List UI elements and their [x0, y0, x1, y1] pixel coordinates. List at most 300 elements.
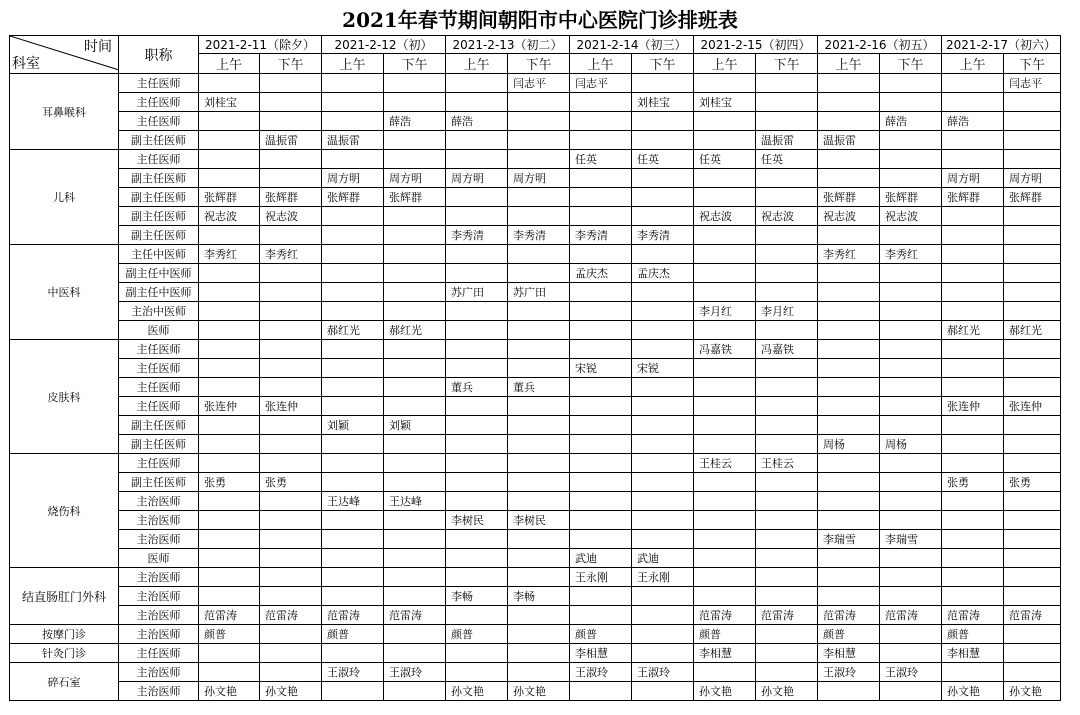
doctor-cell	[322, 207, 384, 226]
doctor-cell: 宋锐	[632, 359, 694, 378]
role-cell: 副主任医师	[119, 226, 199, 245]
doctor-cell	[756, 473, 818, 492]
doctor-cell	[1004, 587, 1061, 606]
schedule-row	[10, 131, 1061, 150]
dept-label: 科室	[12, 56, 40, 72]
doctor-cell	[694, 416, 756, 435]
doctor-cell: 王淑玲	[632, 663, 694, 682]
doctor-cell: 周方明	[942, 169, 1004, 188]
doctor-cell	[756, 188, 818, 207]
doctor-cell	[322, 511, 384, 530]
doctor-cell	[570, 492, 632, 511]
doctor-cell: 张辉群	[1004, 188, 1061, 207]
doctor-cell: 冯嘉铁	[756, 340, 818, 359]
schedule-row	[10, 549, 1061, 568]
doctor-cell	[1004, 435, 1061, 454]
doctor-cell	[570, 188, 632, 207]
doctor-cell	[508, 112, 570, 131]
doctor-cell	[694, 188, 756, 207]
department-name: 耳鼻喉科	[10, 74, 119, 150]
doctor-cell	[322, 302, 384, 321]
doctor-cell	[508, 530, 570, 549]
doctor-cell	[322, 245, 384, 264]
doctor-cell	[694, 264, 756, 283]
doctor-cell	[260, 264, 322, 283]
doctor-cell	[446, 340, 508, 359]
doctor-cell: 李畅	[508, 587, 570, 606]
doctor-cell	[880, 340, 942, 359]
doctor-cell: 郝红光	[384, 321, 446, 340]
doctor-cell: 王淑玲	[570, 663, 632, 682]
doctor-cell	[942, 530, 1004, 549]
doctor-cell: 刘桂宝	[632, 93, 694, 112]
schedule-row	[10, 340, 1061, 359]
doctor-cell: 张辉群	[384, 188, 446, 207]
doctor-cell	[260, 359, 322, 378]
doctor-cell	[508, 568, 570, 587]
doctor-cell: 刘颖	[384, 416, 446, 435]
doctor-cell: 冯嘉铁	[694, 340, 756, 359]
doctor-cell	[260, 587, 322, 606]
doctor-cell: 李瑞雪	[818, 530, 880, 549]
doctor-cell	[322, 644, 384, 663]
doctor-cell	[942, 93, 1004, 112]
doctor-cell	[322, 378, 384, 397]
schedule-row	[10, 606, 1061, 625]
doctor-cell	[322, 340, 384, 359]
doctor-cell	[446, 397, 508, 416]
doctor-cell	[446, 245, 508, 264]
doctor-cell	[818, 568, 880, 587]
doctor-cell: 李秀红	[260, 245, 322, 264]
doctor-cell	[880, 549, 942, 568]
doctor-cell	[942, 245, 1004, 264]
doctor-cell: 祝志波	[818, 207, 880, 226]
doctor-cell	[508, 435, 570, 454]
doctor-cell	[942, 131, 1004, 150]
pm-header: 下午	[1004, 54, 1061, 74]
doctor-cell	[260, 511, 322, 530]
doctor-cell	[260, 283, 322, 302]
am-header: 上午	[446, 54, 508, 74]
doctor-cell	[756, 568, 818, 587]
doctor-cell	[942, 568, 1004, 587]
schedule-row	[10, 416, 1061, 435]
doctor-cell: 颜普	[942, 625, 1004, 644]
doctor-cell	[199, 359, 260, 378]
pm-header: 下午	[508, 54, 570, 74]
doctor-cell	[756, 93, 818, 112]
doctor-cell	[260, 150, 322, 169]
doctor-cell	[818, 150, 880, 169]
doctor-cell: 范雷涛	[199, 606, 260, 625]
doctor-cell	[818, 492, 880, 511]
doctor-cell	[322, 587, 384, 606]
time-label: 时间	[84, 39, 112, 55]
doctor-cell	[756, 549, 818, 568]
doctor-cell	[446, 74, 508, 93]
doctor-cell: 张辉群	[942, 188, 1004, 207]
doctor-cell	[508, 549, 570, 568]
schedule-row	[10, 568, 1061, 587]
schedule-row	[10, 663, 1061, 682]
time-dept-corner	[10, 36, 119, 74]
doctor-cell: 闫志平	[570, 74, 632, 93]
doctor-cell	[756, 416, 818, 435]
doctor-cell	[570, 169, 632, 188]
doctor-cell	[322, 264, 384, 283]
doctor-cell	[260, 530, 322, 549]
doctor-cell: 李秀红	[199, 245, 260, 264]
doctor-cell	[508, 131, 570, 150]
doctor-cell: 任英	[694, 150, 756, 169]
doctor-cell	[384, 131, 446, 150]
doctor-cell: 范雷涛	[942, 606, 1004, 625]
doctor-cell	[694, 568, 756, 587]
doctor-cell	[880, 321, 942, 340]
doctor-cell	[260, 492, 322, 511]
pm-header: 下午	[632, 54, 694, 74]
doctor-cell: 任英	[632, 150, 694, 169]
doctor-cell	[632, 74, 694, 93]
doctor-cell: 孙文艳	[508, 682, 570, 701]
doctor-cell	[384, 454, 446, 473]
doctor-cell	[818, 112, 880, 131]
doctor-cell	[384, 150, 446, 169]
doctor-cell	[508, 340, 570, 359]
doctor-cell	[632, 606, 694, 625]
doctor-cell	[694, 492, 756, 511]
doctor-cell: 范雷涛	[880, 606, 942, 625]
pm-header: 下午	[260, 54, 322, 74]
doctor-cell: 李秀清	[570, 226, 632, 245]
doctor-cell: 范雷涛	[1004, 606, 1061, 625]
doctor-cell	[1004, 226, 1061, 245]
role-cell: 主治医师	[119, 606, 199, 625]
doctor-cell	[694, 245, 756, 264]
department-name: 烧伤科	[10, 454, 119, 568]
doctor-cell	[880, 378, 942, 397]
doctor-cell	[570, 245, 632, 264]
doctor-cell	[570, 397, 632, 416]
doctor-cell	[508, 397, 570, 416]
doctor-cell	[570, 378, 632, 397]
doctor-cell	[508, 245, 570, 264]
doctor-cell	[942, 378, 1004, 397]
doctor-cell: 张辉群	[818, 188, 880, 207]
doctor-cell	[818, 587, 880, 606]
doctor-cell	[446, 454, 508, 473]
doctor-cell: 薛浩	[942, 112, 1004, 131]
doctor-cell	[942, 587, 1004, 606]
doctor-cell	[322, 682, 384, 701]
doctor-cell	[694, 74, 756, 93]
doctor-cell	[384, 530, 446, 549]
doctor-cell: 孙文艳	[1004, 682, 1061, 701]
doctor-cell: 李秀红	[818, 245, 880, 264]
doctor-cell	[322, 283, 384, 302]
doctor-cell	[199, 663, 260, 682]
date-header: 2021-2-17（初六）	[942, 36, 1061, 54]
doctor-cell: 王永刚	[570, 568, 632, 587]
doctor-cell	[446, 568, 508, 587]
doctor-cell	[694, 226, 756, 245]
doctor-cell: 颜普	[818, 625, 880, 644]
doctor-cell: 周杨	[818, 435, 880, 454]
doctor-cell	[632, 511, 694, 530]
doctor-cell: 王淑玲	[880, 663, 942, 682]
doctor-cell	[508, 359, 570, 378]
doctor-cell	[880, 264, 942, 283]
doctor-cell	[322, 568, 384, 587]
doctor-cell	[818, 416, 880, 435]
doctor-cell	[880, 302, 942, 321]
doctor-cell	[199, 321, 260, 340]
doctor-cell: 刘桂宝	[694, 93, 756, 112]
schedule-row	[10, 378, 1061, 397]
doctor-cell	[694, 169, 756, 188]
department-name: 皮肤科	[10, 340, 119, 454]
doctor-cell: 周方明	[446, 169, 508, 188]
doctor-cell: 周方明	[508, 169, 570, 188]
doctor-cell	[756, 644, 818, 663]
doctor-cell	[694, 435, 756, 454]
doctor-cell	[260, 378, 322, 397]
doctor-cell	[632, 340, 694, 359]
doctor-cell	[942, 150, 1004, 169]
doctor-cell	[260, 93, 322, 112]
doctor-cell	[508, 188, 570, 207]
doctor-cell: 孙文艳	[694, 682, 756, 701]
doctor-cell	[384, 74, 446, 93]
doctor-cell: 薛浩	[446, 112, 508, 131]
role-cell: 主治医师	[119, 530, 199, 549]
doctor-cell	[632, 435, 694, 454]
doctor-cell	[260, 321, 322, 340]
schedule-row	[10, 359, 1061, 378]
doctor-cell: 祝志波	[694, 207, 756, 226]
doctor-cell: 孟庆杰	[632, 264, 694, 283]
doctor-cell: 颜普	[446, 625, 508, 644]
doctor-cell	[199, 226, 260, 245]
doctor-cell	[1004, 112, 1061, 131]
doctor-cell	[756, 112, 818, 131]
doctor-cell	[694, 473, 756, 492]
doctor-cell	[818, 549, 880, 568]
doctor-cell	[570, 454, 632, 473]
date-header: 2021-2-13（初二）	[446, 36, 570, 54]
doctor-cell	[570, 321, 632, 340]
doctor-cell: 颜普	[322, 625, 384, 644]
doctor-cell: 孙文艳	[199, 682, 260, 701]
doctor-cell	[384, 340, 446, 359]
doctor-cell: 武迪	[570, 549, 632, 568]
doctor-cell	[570, 112, 632, 131]
doctor-cell	[756, 321, 818, 340]
doctor-cell	[446, 207, 508, 226]
doctor-cell	[199, 435, 260, 454]
doctor-cell	[632, 188, 694, 207]
doctor-cell	[199, 511, 260, 530]
schedule-row	[10, 93, 1061, 112]
doctor-cell	[632, 682, 694, 701]
doctor-cell	[1004, 568, 1061, 587]
role-cell: 主任医师	[119, 397, 199, 416]
role-cell: 主治中医师	[119, 302, 199, 321]
doctor-cell: 郝红光	[942, 321, 1004, 340]
department-name: 碎石室	[10, 663, 119, 701]
role-cell: 副主任医师	[119, 131, 199, 150]
doctor-cell	[508, 207, 570, 226]
doctor-cell: 闫志平	[1004, 74, 1061, 93]
role-cell: 主治医师	[119, 682, 199, 701]
schedule-row	[10, 150, 1061, 169]
role-cell: 主任中医师	[119, 245, 199, 264]
doctor-cell	[632, 625, 694, 644]
doctor-cell: 周方明	[322, 169, 384, 188]
doctor-cell	[694, 397, 756, 416]
doctor-cell	[880, 568, 942, 587]
doctor-cell	[260, 416, 322, 435]
schedule-row	[10, 587, 1061, 606]
doctor-cell	[199, 454, 260, 473]
doctor-cell: 张勇	[199, 473, 260, 492]
role-cell: 主治医师	[119, 625, 199, 644]
doctor-cell	[199, 492, 260, 511]
department-name: 儿科	[10, 150, 119, 245]
doctor-cell	[384, 644, 446, 663]
doctor-cell	[1004, 378, 1061, 397]
department-name: 中医科	[10, 245, 119, 340]
doctor-cell: 王淑玲	[384, 663, 446, 682]
doctor-cell: 范雷涛	[322, 606, 384, 625]
doctor-cell	[322, 112, 384, 131]
doctor-cell: 颜普	[570, 625, 632, 644]
doctor-cell	[942, 492, 1004, 511]
doctor-cell	[570, 530, 632, 549]
am-header: 上午	[570, 54, 632, 74]
doctor-cell	[756, 435, 818, 454]
doctor-cell: 范雷涛	[756, 606, 818, 625]
doctor-cell	[632, 454, 694, 473]
role-cell: 副主任医师	[119, 473, 199, 492]
doctor-cell	[1004, 416, 1061, 435]
doctor-cell	[446, 549, 508, 568]
doctor-cell: 李秀清	[508, 226, 570, 245]
doctor-cell	[942, 74, 1004, 93]
role-header: 职称	[119, 36, 199, 74]
doctor-cell	[880, 416, 942, 435]
doctor-cell	[199, 264, 260, 283]
am-header: 上午	[942, 54, 1004, 74]
doctor-cell: 张勇	[942, 473, 1004, 492]
doctor-cell	[880, 454, 942, 473]
doctor-cell	[199, 587, 260, 606]
doctor-cell: 李月红	[694, 302, 756, 321]
doctor-cell	[508, 454, 570, 473]
doctor-cell	[322, 74, 384, 93]
doctor-cell	[1004, 454, 1061, 473]
doctor-cell: 范雷涛	[694, 606, 756, 625]
doctor-cell	[880, 93, 942, 112]
doctor-cell: 温振雷	[322, 131, 384, 150]
doctor-cell	[508, 93, 570, 112]
am-header: 上午	[322, 54, 384, 74]
schedule-row	[10, 264, 1061, 283]
doctor-cell	[508, 264, 570, 283]
doctor-cell	[818, 283, 880, 302]
doctor-cell	[756, 492, 818, 511]
doctor-cell: 李月红	[756, 302, 818, 321]
schedule-row	[10, 207, 1061, 226]
doctor-cell	[1004, 131, 1061, 150]
role-cell: 副主任医师	[119, 169, 199, 188]
doctor-cell	[1004, 511, 1061, 530]
role-cell: 主治医师	[119, 663, 199, 682]
doctor-cell: 范雷涛	[818, 606, 880, 625]
doctor-cell: 闫志平	[508, 74, 570, 93]
schedule-row	[10, 226, 1061, 245]
doctor-cell	[384, 245, 446, 264]
doctor-cell	[818, 226, 880, 245]
pm-header: 下午	[384, 54, 446, 74]
schedule-row	[10, 625, 1061, 644]
doctor-cell	[632, 397, 694, 416]
doctor-cell	[199, 549, 260, 568]
doctor-cell	[446, 188, 508, 207]
schedule-row	[10, 397, 1061, 416]
doctor-cell: 周杨	[880, 435, 942, 454]
doctor-cell	[199, 644, 260, 663]
doctor-cell	[756, 226, 818, 245]
doctor-cell	[818, 454, 880, 473]
doctor-cell: 祝志波	[756, 207, 818, 226]
doctor-cell	[322, 93, 384, 112]
doctor-cell	[880, 74, 942, 93]
doctor-cell	[322, 473, 384, 492]
doctor-cell: 颜普	[694, 625, 756, 644]
doctor-cell: 李秀红	[880, 245, 942, 264]
schedule-row	[10, 302, 1061, 321]
doctor-cell: 周方明	[384, 169, 446, 188]
doctor-cell	[260, 549, 322, 568]
doctor-cell	[1004, 492, 1061, 511]
doctor-cell: 李瑞雪	[880, 530, 942, 549]
doctor-cell: 李相慧	[818, 644, 880, 663]
doctor-cell	[508, 625, 570, 644]
role-cell: 副主任医师	[119, 416, 199, 435]
doctor-cell	[756, 530, 818, 549]
schedule-row	[10, 435, 1061, 454]
doctor-cell: 祝志波	[260, 207, 322, 226]
doctor-cell	[508, 321, 570, 340]
doctor-cell	[632, 207, 694, 226]
doctor-cell: 薛浩	[880, 112, 942, 131]
doctor-cell	[1004, 302, 1061, 321]
doctor-cell	[694, 321, 756, 340]
doctor-cell	[446, 359, 508, 378]
role-cell: 医师	[119, 321, 199, 340]
doctor-cell	[199, 530, 260, 549]
schedule-row	[10, 169, 1061, 188]
doctor-cell	[260, 454, 322, 473]
pm-header: 下午	[880, 54, 942, 74]
doctor-cell	[446, 435, 508, 454]
doctor-cell	[756, 397, 818, 416]
doctor-cell	[942, 264, 1004, 283]
doctor-cell: 刘颖	[322, 416, 384, 435]
doctor-cell	[384, 473, 446, 492]
